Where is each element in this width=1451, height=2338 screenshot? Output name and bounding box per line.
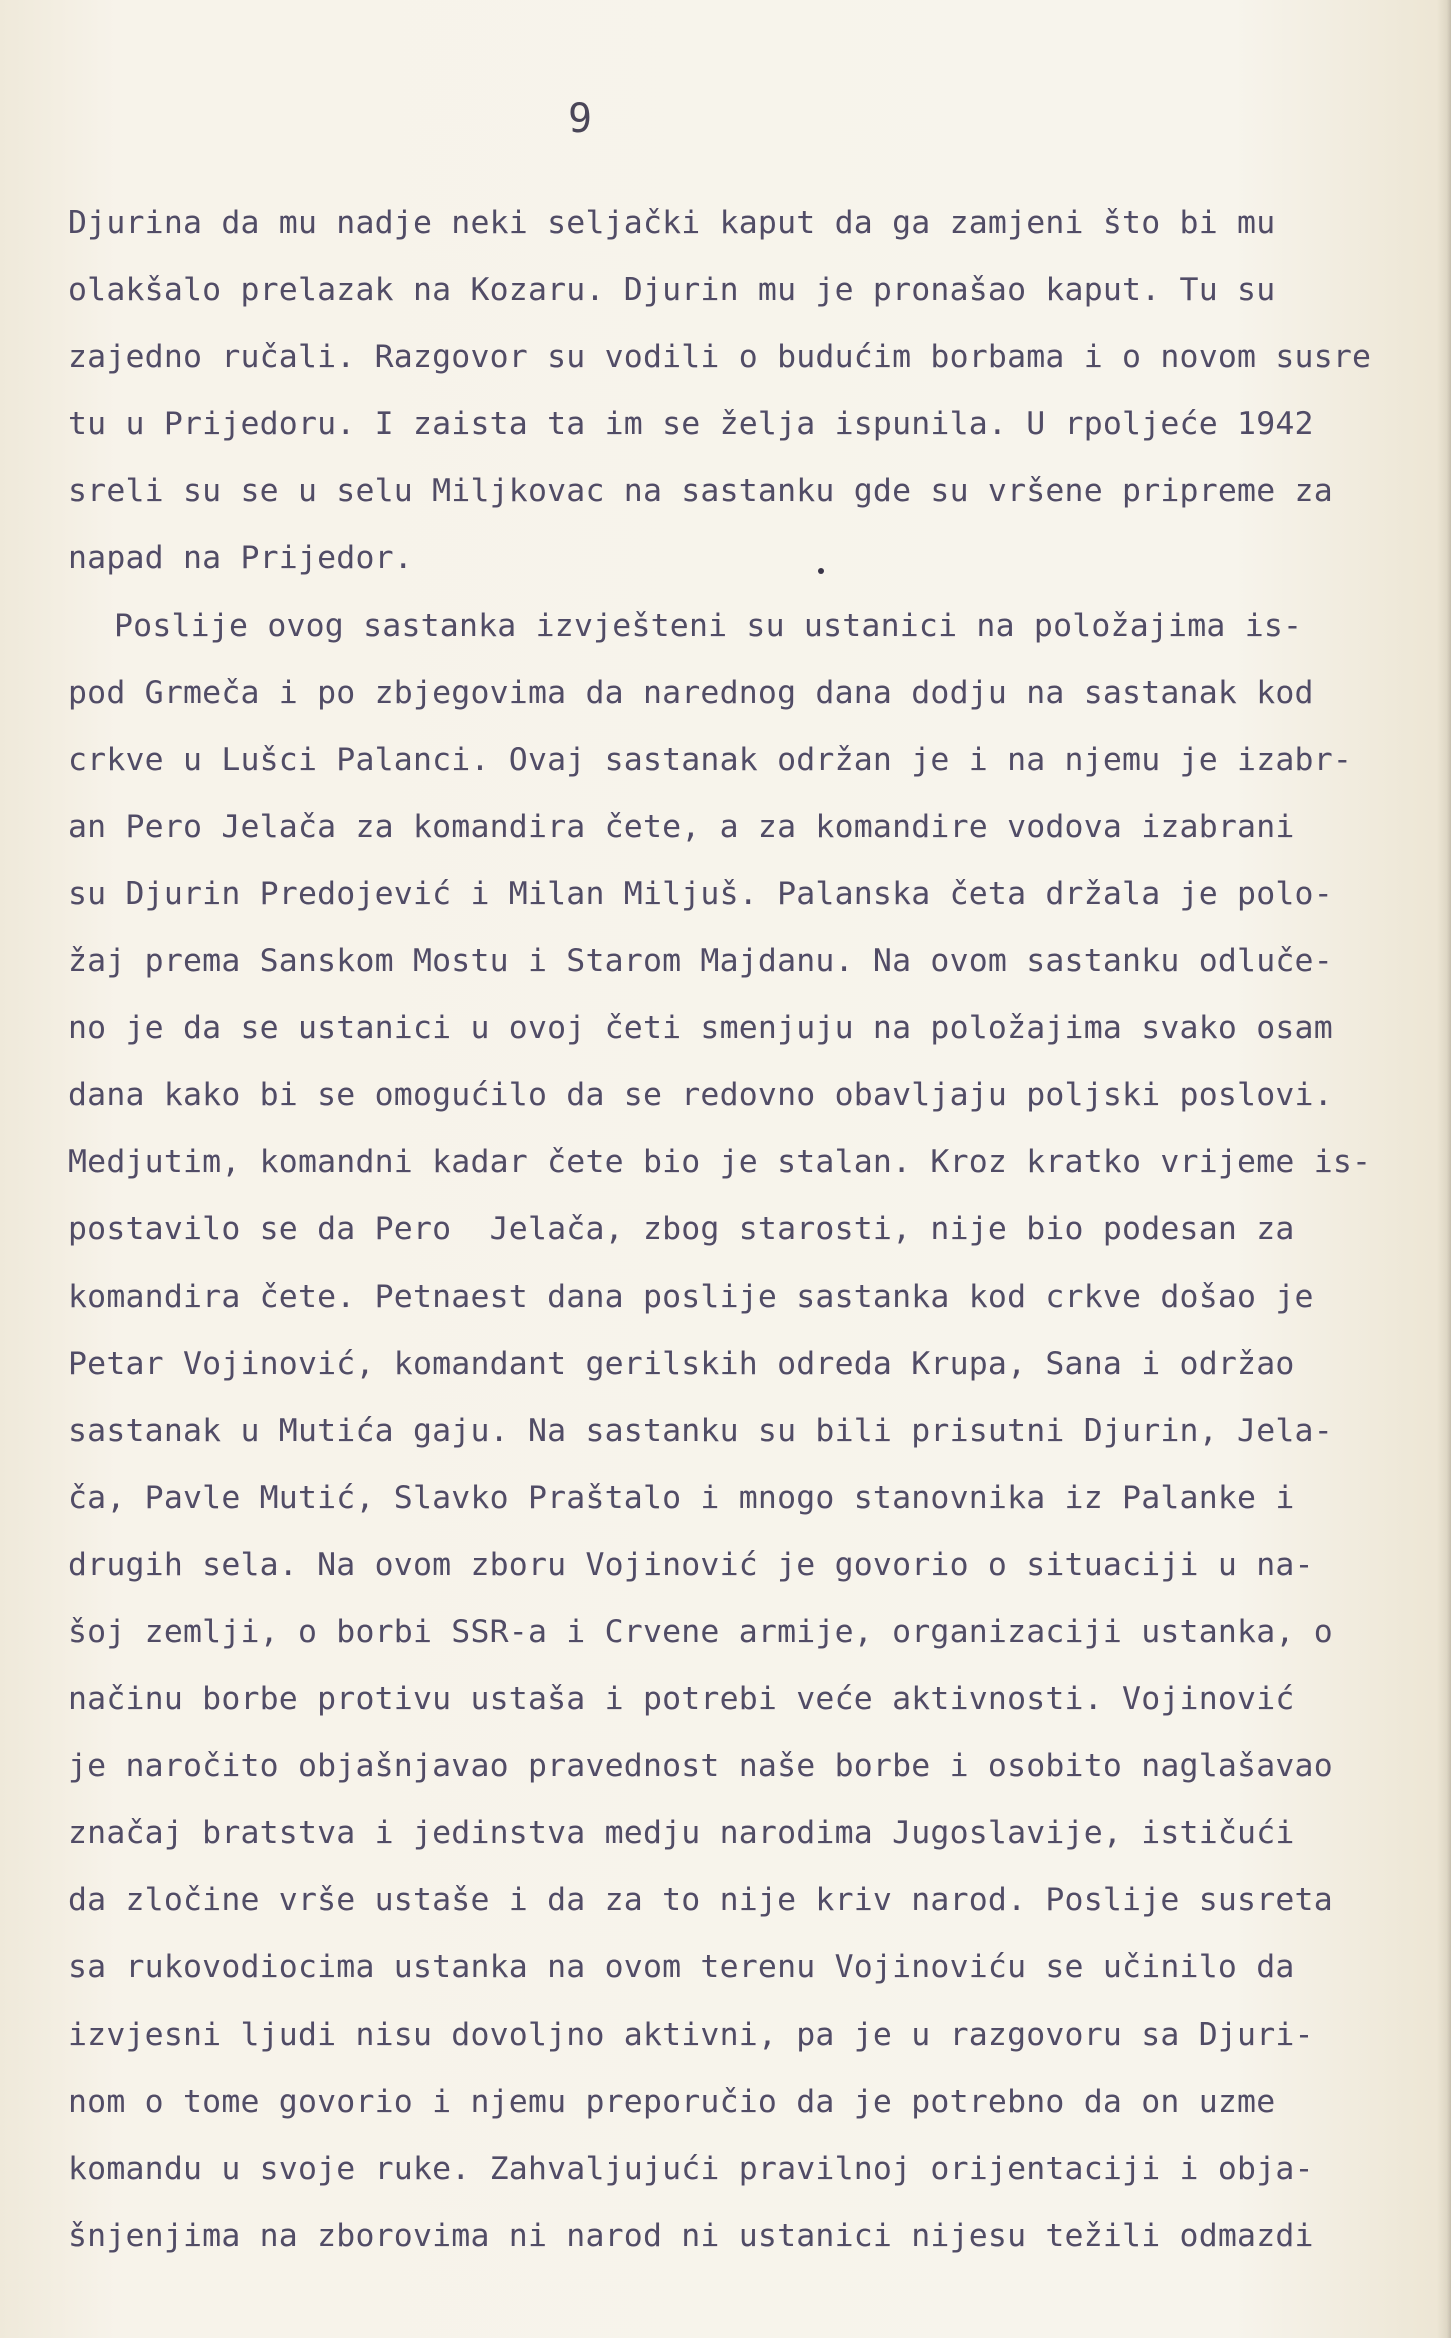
text-line: ča, Pavle Mutić, Slavko Praštalo i mnogo stanovnika iz Palanke i: [68, 1479, 1295, 1516]
paper-edge-shadow: [1437, 0, 1451, 2338]
text-line: pod Grmeča i po zbjegovima da narednog dana dodju na sastanak kod: [68, 674, 1314, 711]
text-line: sastanak u Mutića gaju. Na sastanku su bili prisutni Djurin, Jela-: [68, 1412, 1333, 1449]
text-line: zajedno ručali. Razgovor su vodili o budućim borbama i o novom susre: [68, 339, 1372, 376]
text-line: šoj zemlji, o borbi SSR-a i Crvene armije, organizaciji ustanka, o: [68, 1613, 1333, 1650]
text-line: Petar Vojinović, komandant gerilskih odreda Krupa, Sana i održao: [68, 1345, 1295, 1382]
text-line: olakšalo prelazak na Kozaru. Djurin mu je pronašao kaput. Tu su: [68, 272, 1276, 309]
page-number: 9: [568, 96, 593, 142]
text-line: su Djurin Predojević i Milan Miljuš. Palanska četa držala je polo-: [68, 875, 1333, 912]
paragraph-start-line: Poslije ovog sastanka izvješteni su ustanici na položajima is-: [114, 607, 1303, 644]
body-text: [68, 190, 1438, 2270]
text-line: drugih sela. Na ovom zboru Vojinović je govorio o situaciji u na-: [68, 1546, 1314, 1583]
text-line: načinu borbe protivu ustaša i potrebi veće aktivnosti. Vojinović: [68, 1681, 1295, 1718]
text-line: da zločine vrše ustaše i da za to nije kriv narod. Poslije susreta: [68, 1882, 1333, 1919]
text-line: Djurina da mu nadje neki seljački kaput da ga zamjeni što bi mu: [68, 205, 1276, 241]
text-line: šnjenjima na zborovima ni narod ni ustanici nijesu težili odmazdi: [68, 2217, 1314, 2254]
text-line: izvjesni ljudi nisu dovoljno aktivni, pa je u razgovoru sa Djuri-: [68, 2016, 1314, 2053]
text-line: sreli su se u selu Miljkovac na sastanku gde su vršene pripreme za: [68, 473, 1333, 510]
text-line: sa rukovodiocima ustanka na ovom terenu Vojinoviću se učinilo da: [68, 1949, 1295, 1986]
text-line: an Pero Jelača za komandira čete, a za komandire vodova izabrani: [68, 808, 1295, 845]
text-line: je naročito objašnjavao pravednost naše borbe i osobito naglašavao: [68, 1748, 1333, 1785]
text-line: no je da se ustanici u ovoj četi smenjuju na položajima svako osam: [68, 1010, 1333, 1047]
text-line: napad na Prijedor.: [68, 540, 413, 577]
text-line: dana kako bi se omogućilo da se redovno obavljaju poljski poslovi.: [68, 1077, 1333, 1114]
text-line: komandira čete. Petnaest dana poslije sastanka kod crkve došao je: [68, 1278, 1314, 1315]
text-line: postavilo se da Pero Jelača, zbog starosti, nije bio podesan za: [68, 1211, 1295, 1248]
text-line: tu u Prijedoru. I zaista ta im se želja ispunila. U rpoljeće 1942: [68, 406, 1314, 443]
text-line: značaj bratstva i jedinstva medju narodima Jugoslavije, ističući: [68, 1815, 1295, 1852]
text-line: crkve u Lušci Palanci. Ovaj sastanak održan je i na njemu je izabr-: [68, 741, 1353, 778]
text-line: komandu u svoje ruke. Zahvaljujući pravilnoj orijentaciji i obja-: [68, 2150, 1314, 2187]
text-line: Medjutim, komandni kadar čete bio je stalan. Kroz kratko vrijeme is-: [68, 1144, 1372, 1181]
text-line: žaj prema Sanskom Mostu i Starom Majdanu. Na ovom sastanku odluče-: [68, 943, 1333, 980]
text-line: nom o tome govorio i njemu preporučio da je potrebno da on uzme: [68, 2083, 1276, 2120]
